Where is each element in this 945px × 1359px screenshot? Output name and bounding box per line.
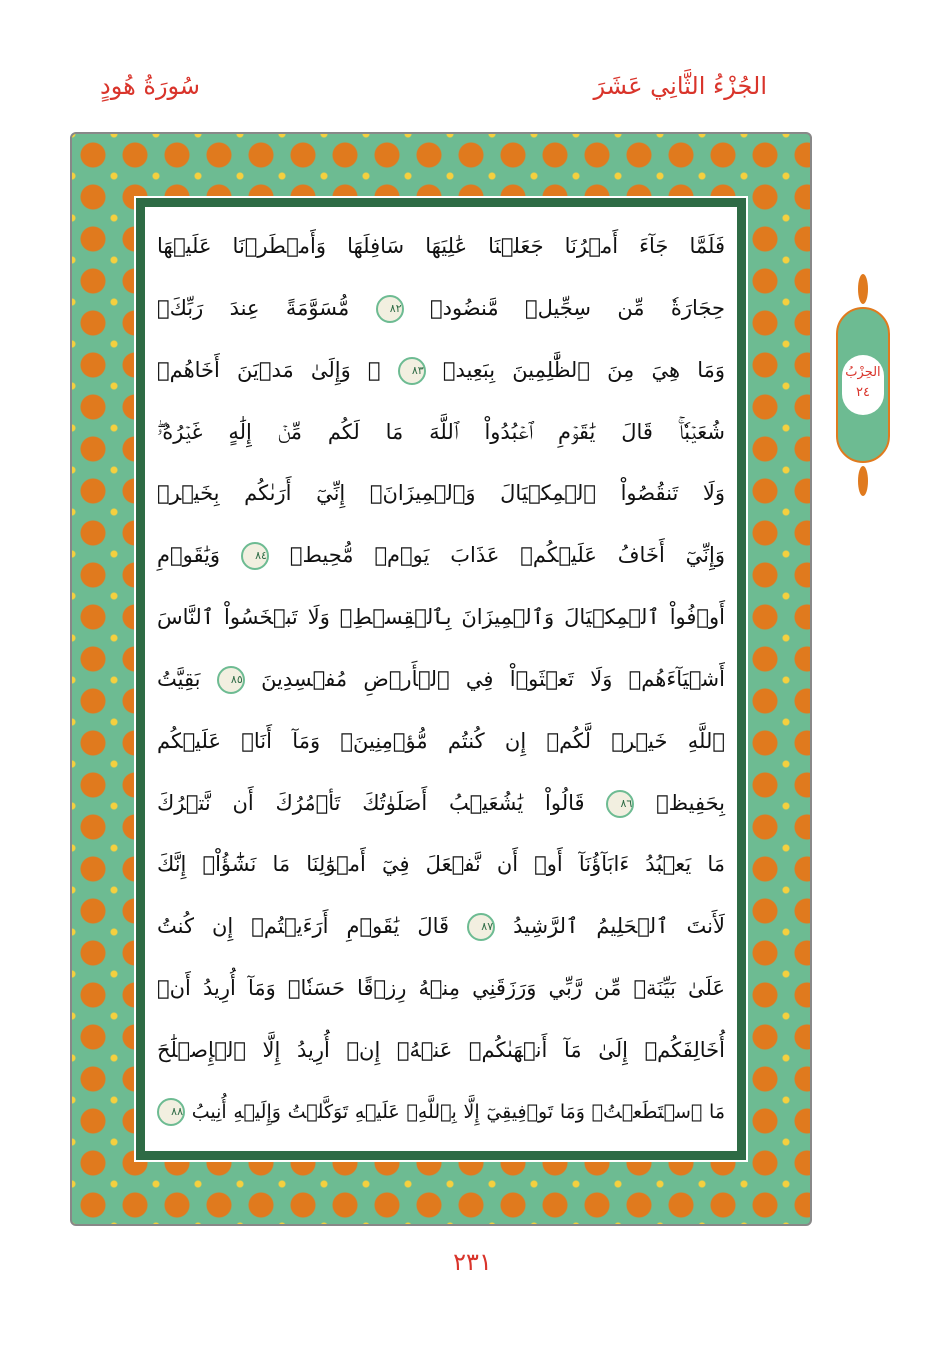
verse-line bbox=[157, 778, 725, 828]
line-text: أَشۡيَآءَهُمۡ وَلَا تَعۡثَوۡاْ فِي ٱلۡأَرۡضِ مُفۡسِدِينَ bbox=[261, 666, 725, 691]
line-text: مَا يَعۡبُدُ ءَابَآؤُنَآ أَوۡ أَن نَّفۡعَلَ فِيٓ أَمۡوَٰلِنَا مَا نَشَٰٓؤُاْۖ إِنَّكَ bbox=[157, 852, 725, 877]
line-text: عَلَىٰ بَيِّنَةٖ مِّن رَّبِّي وَرَزَقَنِي مِنۡهُ رِزۡقًا حَسَنٗاۚ وَمَآ أُرِيدُ أَنۡ bbox=[157, 976, 725, 1001]
ayah-number-marker: ٨٦ bbox=[606, 790, 634, 818]
verse-line bbox=[157, 530, 725, 580]
medallion-core bbox=[842, 355, 884, 415]
verse-line bbox=[157, 345, 725, 395]
verse-line bbox=[157, 654, 725, 704]
ornamental-border bbox=[70, 132, 812, 1226]
verse-line bbox=[157, 468, 725, 518]
medallion-top-ornament bbox=[858, 274, 868, 304]
hizb-label: الحِزْبُ bbox=[845, 365, 881, 380]
line-text: أَوۡفُواْ ٱلۡمِكۡيَالَ وَٱلۡمِيزَانَ بِٱلۡقِسۡطِۖ وَلَا تَبۡخَسُواْ ٱلنَّاسَ bbox=[157, 605, 725, 630]
ayah-number-marker: ٨٧ bbox=[467, 913, 495, 941]
line-text: لَأَنتَ ٱلۡحَلِيمُ ٱلرَّشِيدُ bbox=[513, 914, 725, 939]
frame-band bbox=[134, 196, 748, 1162]
verse-lines bbox=[157, 221, 725, 1137]
verse-line bbox=[157, 963, 725, 1013]
verse-line bbox=[157, 839, 725, 889]
verse-line bbox=[157, 592, 725, 642]
ayah-number-marker: ٨٢ bbox=[376, 295, 404, 323]
ayah-number-marker: ٨٥ bbox=[217, 666, 245, 694]
line-text: حِجَارَةٗ مِّن سِجِّيلٖ مَّنضُودٖ bbox=[430, 295, 725, 320]
surah-title: سُورَةُ هُودٍ bbox=[100, 72, 201, 100]
line-text-continued: وَيَٰقَوۡمِ bbox=[157, 543, 221, 568]
ayah-number-marker: ٨٣ bbox=[398, 357, 426, 385]
verse-line bbox=[157, 221, 725, 271]
line-text: بِحَفِيظٖ bbox=[656, 790, 725, 815]
line-text: شُعَيۡبٗاۚ قَالَ يَٰقَوۡمِ ٱعۡبُدُواْ ٱللَّهَ مَا لَكُم مِّنۡ إِلَٰهٍ غَيۡرُهُۥۖ bbox=[157, 419, 725, 444]
line-text: ٱللَّهِ خَيۡرٞ لَّكُمۡ إِن كُنتُم مُّؤۡمِنِينَۚ وَمَآ أَنَا۠ عَلَيۡكُم bbox=[157, 728, 725, 753]
juz-title: الجُزْءُ الثَّانِي عَشَرَ bbox=[593, 72, 767, 100]
hizb-number: ٢٤ bbox=[856, 385, 870, 400]
verse-line bbox=[157, 1025, 725, 1075]
line-text: وَمَا هِيَ مِنَ ٱلظَّٰلِمِينَ بِبَعِيدٖ bbox=[442, 357, 725, 382]
line-text: وَلَا تَنقُصُواْ ٱلۡمِكۡيَالَ وَٱلۡمِيزَانَۖ إِنِّيٓ أَرَىٰكُم بِخَيۡرٖ bbox=[157, 481, 725, 506]
line-text-continued: قَالَ يَٰقَوۡمِ أَرَءَيۡتُمۡ إِن كُنتُ bbox=[157, 914, 450, 939]
verse-line bbox=[157, 1087, 725, 1137]
medallion-bottom-ornament bbox=[858, 466, 868, 496]
line-text: أُخَالِفَكُمۡ إِلَىٰ مَآ أَنۡهَىٰكُمۡ عَنۡهُۚ إِنۡ أُرِيدُ إِلَّا ٱلۡإِصۡلَٰحَ bbox=[157, 1037, 725, 1062]
line-text: مَا ٱسۡتَطَعۡتُۚ وَمَا تَوۡفِيقِيٓ إِلَّا بِٱللَّهِۚ عَلَيۡهِ تَوَكَّلۡتُ وَإِلَيۡهِ أُنِيبُ bbox=[191, 1100, 725, 1123]
verse-line bbox=[157, 283, 725, 333]
line-text-continued: ۞ وَإِلَىٰ مَدۡيَنَ أَخَاهُمۡ bbox=[157, 357, 381, 382]
line-text-continued: قَالُواْ يَٰشُعَيۡبُ أَصَلَوٰتُكَ تَأۡمُرُكَ أَن نَّتۡرُكَ bbox=[157, 790, 585, 815]
ayah-number-marker: ٨٤ bbox=[241, 542, 269, 570]
text-area bbox=[144, 206, 738, 1152]
page-number: ٢٣١ bbox=[453, 1248, 492, 1276]
hizb-medallion bbox=[832, 272, 894, 498]
ayah-number-marker: ٨٨ bbox=[157, 1098, 185, 1126]
verse-line bbox=[157, 901, 725, 951]
line-text: فَلَمَّا جَآءَ أَمۡرُنَا جَعَلۡنَا عَٰلِيَهَا سَافِلَهَا وَأَمۡطَرۡنَا عَلَيۡهَا bbox=[157, 234, 725, 258]
line-text: وَإِنِّيٓ أَخَافُ عَلَيۡكُمۡ عَذَابَ يَوۡمٖ مُّحِيطٖ bbox=[289, 543, 725, 568]
medallion-body bbox=[836, 307, 890, 463]
line-text-continued: بَقِيَّتُ bbox=[157, 666, 201, 691]
line-text-continued: مُّسَوَّمَةً عِندَ رَبِّكَۖ bbox=[157, 295, 350, 320]
verse-line bbox=[157, 407, 725, 457]
verse-line bbox=[157, 716, 725, 766]
